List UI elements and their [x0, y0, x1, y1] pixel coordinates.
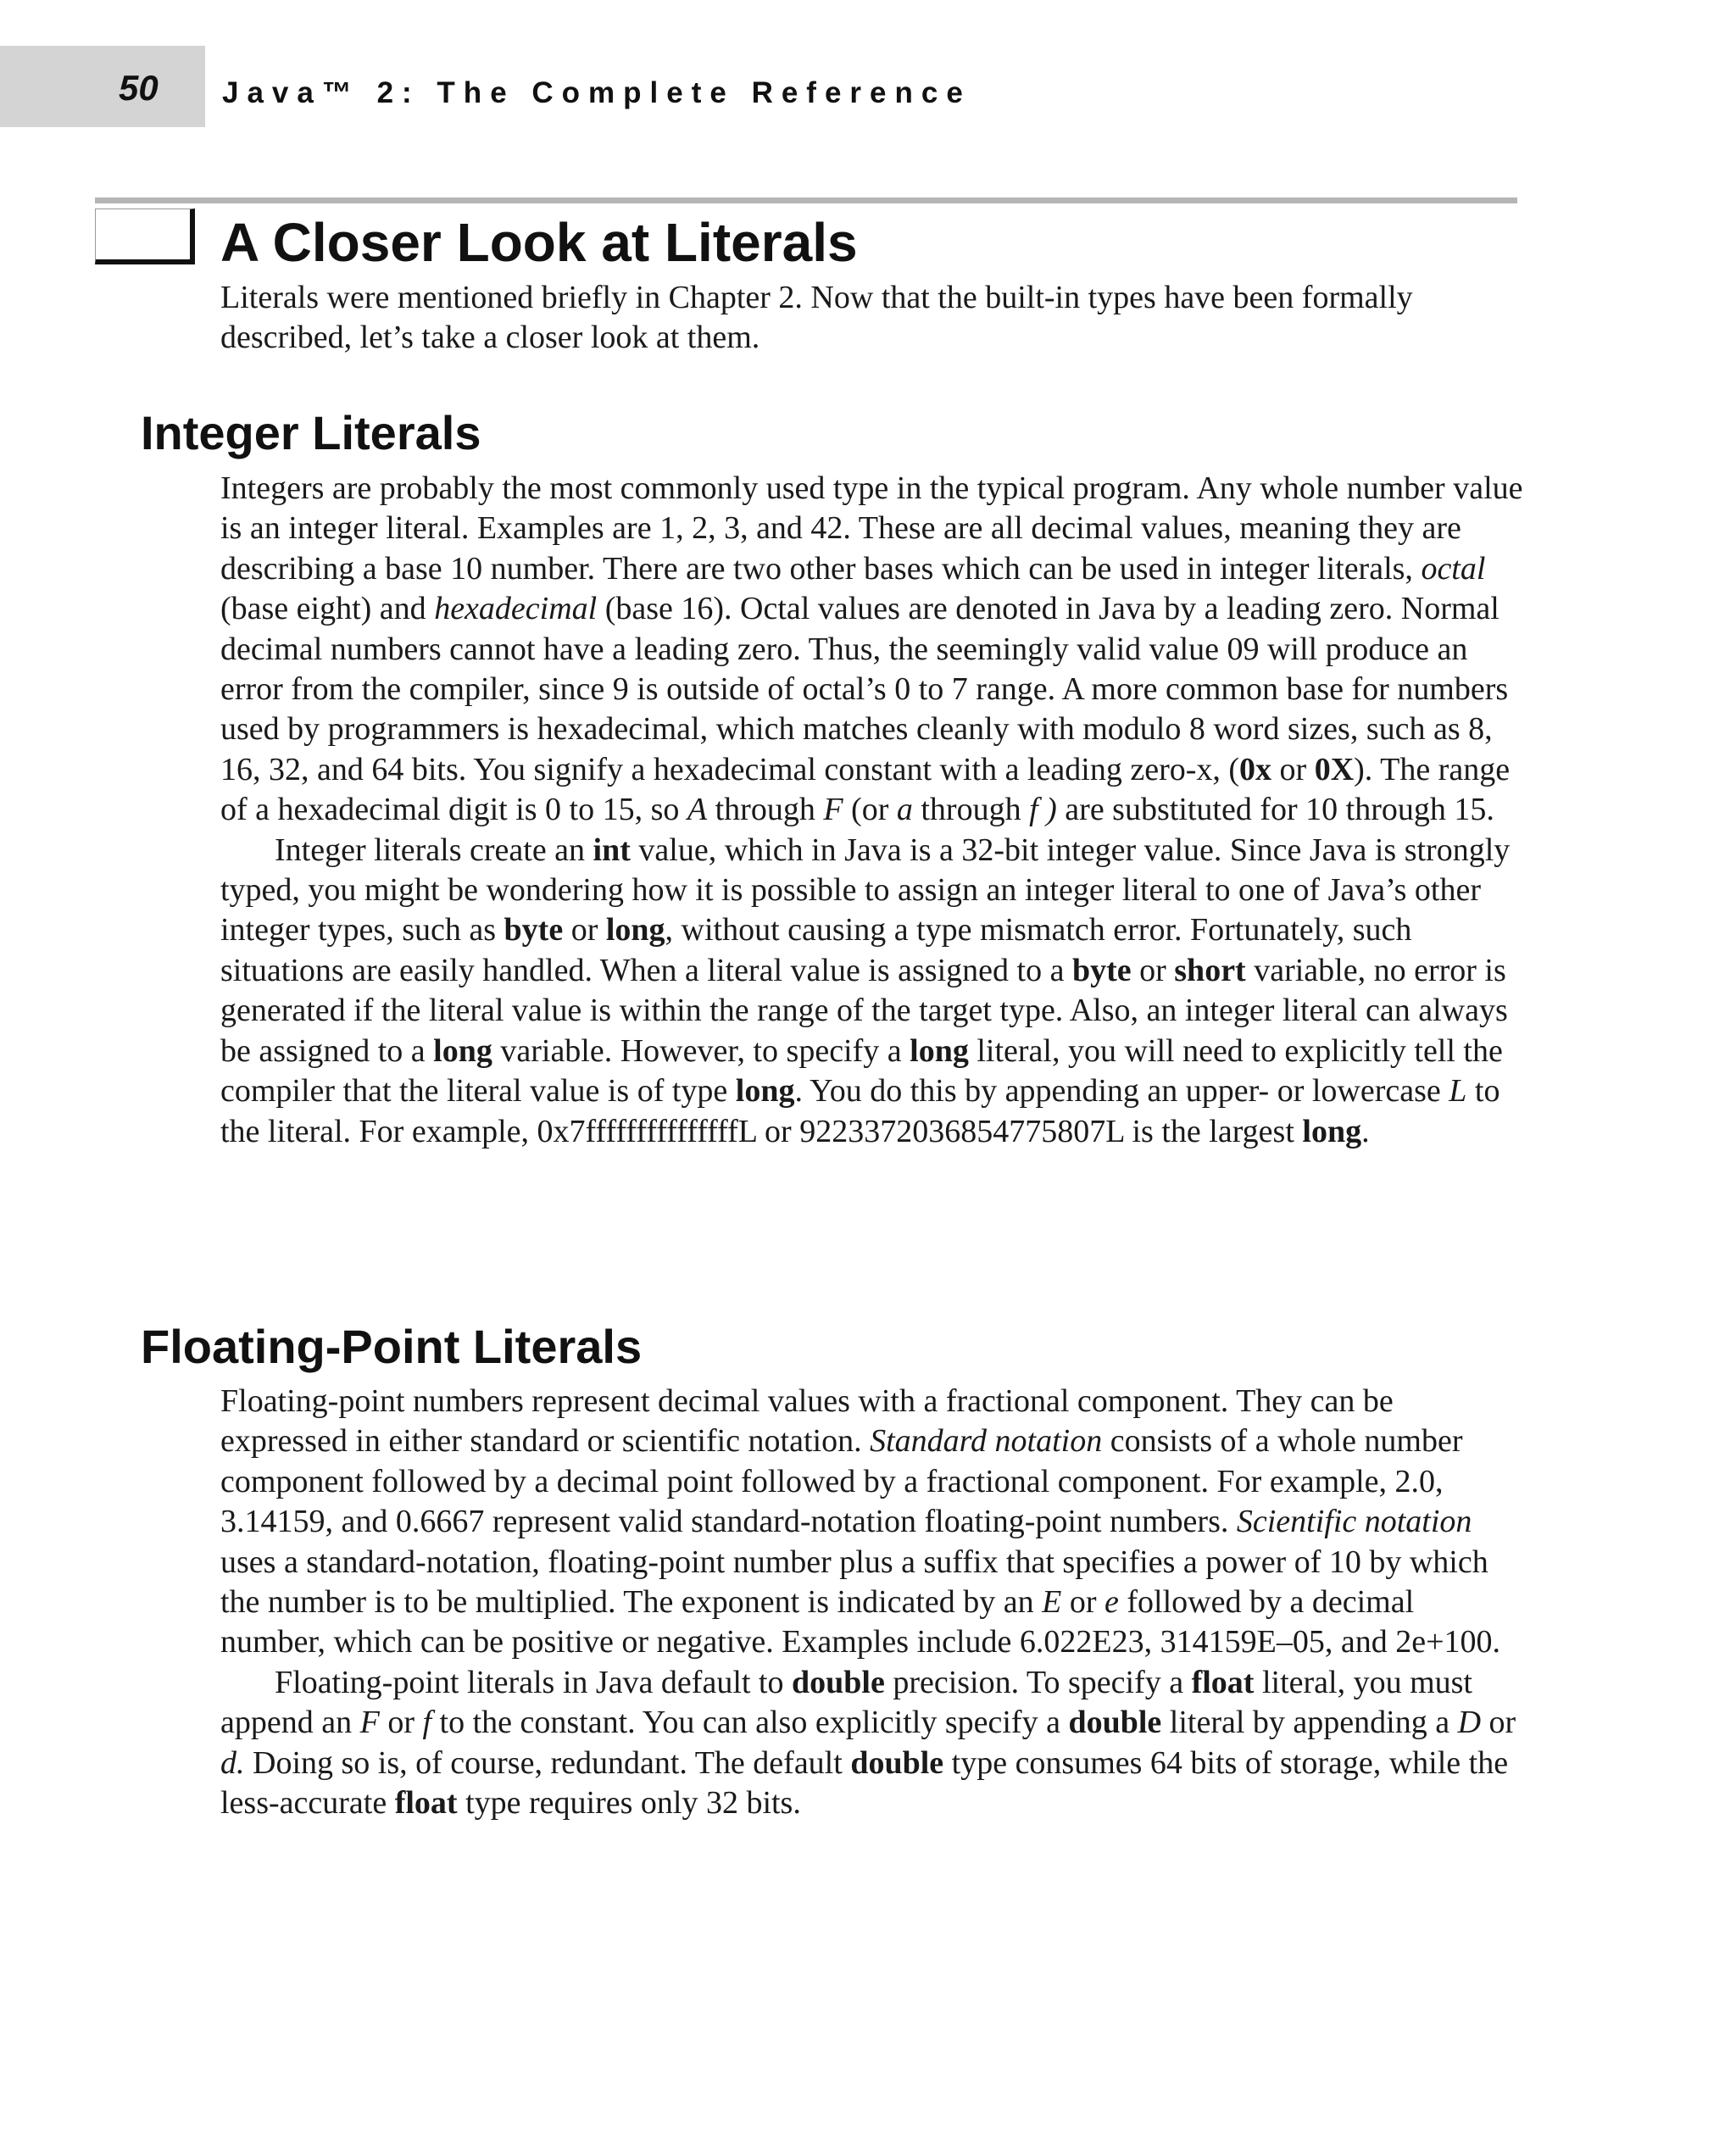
- float-paragraph-1: Floating-point numbers represent decimal values with a fractional component. They can be expressed in either standard or scientific notation. Standard notation consists of a whole number component followed by a decimal point followed by a fractional component. For example, 2.0, 3.14159, and 0.6667 represent valid standard-notation floating-point numbers. Scientific notation uses a standard-notation, floating-point number plus a suffix that specifies a power of 10 by which the number is to be multiplied. The exponent is indicated by an E or e followed by a decimal number, which can be positive or negative. Examples include 6.022E23, 314159E–05, and 2e+100.: [220, 1383, 1500, 1660]
- section-marker-box: [95, 209, 195, 264]
- float-paragraph-2: Floating-point literals in Java default to double precision. To specify a float literal, you must append an F or f to the constant. You can also explicitly specify a double literal by appending a D or d. Doing so is, of course, redundant. The default double type consumes 64 bits of storage, while the less-accurate float type requires only 32 bits.: [220, 1664, 1516, 1822]
- page-number: 50: [119, 68, 159, 108]
- section-rule: [95, 197, 1517, 203]
- integer-paragraph-1: Integers are probably the most commonly used type in the typical program. Any whole number value is an integer literal. Examples are 1, 2, 3, and 42. These are all decimal values, meaning they are describing a base 10 number. There are two other bases which can be used in integer literals, octal (base eight) and hexadecimal (base 16). Octal values are denoted in Java by a leading zero. Normal decimal numbers cannot have a leading zero. Thus, the seemingly valid value 09 will produce an error from the compiler, since 9 is outside of octal’s 0 to 7 range. A more common base for numbers used by programmers is hexadecimal, which matches cleanly with modulo 8 word sizes, such as 8, 16, 32, and 64 bits. You signify a hexadecimal constant with a leading zero-x, (0x or 0X). The range of a hexadecimal digit is 0 to 15, so A through F (or a through f ) are substituted for 10 through 15.: [220, 470, 1523, 828]
- intro-paragraph: [220, 278, 1526, 359]
- integer-literals-heading: Integer Literals: [141, 406, 481, 459]
- floating-point-literals-heading: Floating-Point Literals: [141, 1320, 643, 1373]
- page-number-tab: [0, 46, 205, 127]
- running-head: Java™ 2: The Complete Reference: [222, 76, 971, 109]
- section-title: A Closer Look at Literals: [220, 212, 858, 273]
- intro-text: Literals were mentioned briefly in Chapter 2. Now that the built-in types have been formally described, let’s take a closer look at them.: [220, 280, 1413, 356]
- integer-literals-body: [220, 469, 1526, 1152]
- integer-paragraph-2: Integer literals create an int value, which in Java is a 32-bit integer value. Since Java is strongly typed, you might be wondering how it is possible to assign an integer literal to one of Java’s other integer types, such as byte or long, without causing a type mismatch error. Fortunately, such situations are easily handled. When a literal value is assigned to a byte or short variable, no error is generated if the literal value is within the range of the target type. Also, an integer literal can always be assigned to a long variable. However, to specify a long literal, you will need to explicitly tell the compiler that the literal value is of type long. You do this by appending an upper- or lowercase L to the literal. For example, 0x7fffffffffffffffL or 9223372036854775807L is the largest long.: [220, 832, 1511, 1149]
- floating-point-literals-body: [220, 1382, 1526, 1823]
